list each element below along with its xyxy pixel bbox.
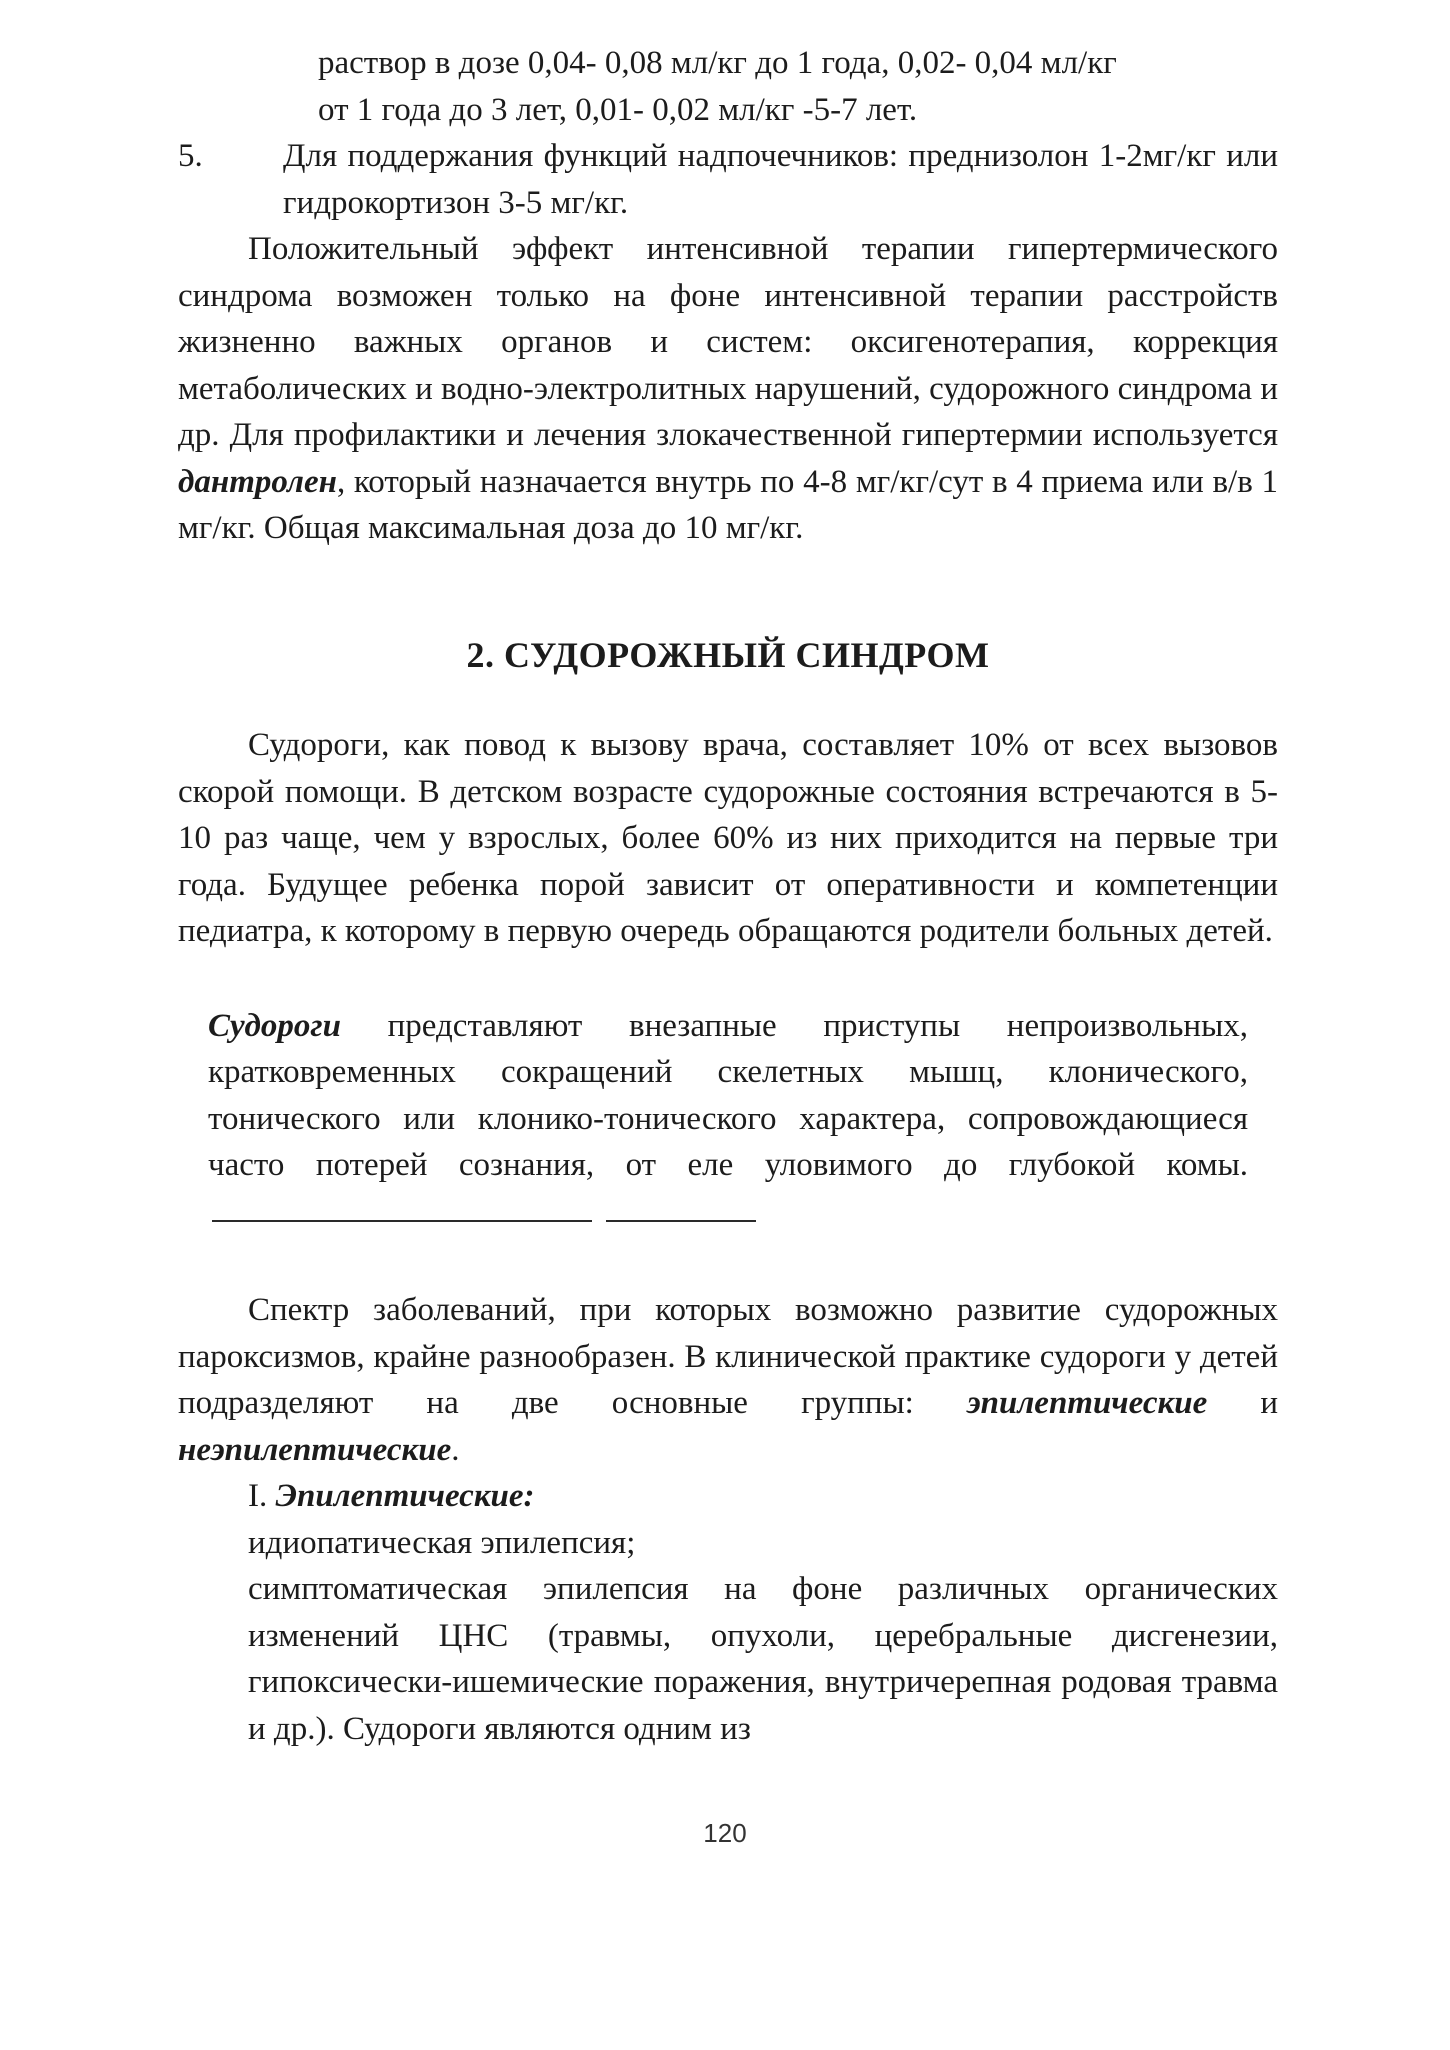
section-heading: 2. СУДОРОЖНЫЙ СИНДРОМ — [466, 634, 990, 675]
continuation-line-1: раствор в дозе 0,04- 0,08 мл/кг до 1 года, 0,02- 0,04 мл/кг — [318, 45, 1117, 81]
paragraph-spectrum — [178, 1287, 1278, 1473]
definition-body: представляют внезапные приступы непроизвольных, кратковременных сокращений скелетных мышц, клонического, тонического или клонико-тонического характера, сопровождающиеся часто потерей сознания, от еле уловимого до глубокой комы. — [208, 1007, 1248, 1183]
underline-rule — [606, 1219, 756, 1222]
group-non-epileptic: неэпилептические — [178, 1431, 452, 1468]
list-item: идиопатическая эпилепсия; — [248, 1524, 636, 1561]
paragraph-text: Спектр заболеваний, при которых возможно развитие судорожных пароксизмов, крайне разнообразен. В клинической практике судороги у детей подразделяют на две основные группы: — [178, 1292, 1278, 1421]
list-item-text: Для поддержания функций надпочечников: преднизолон 1-2мг/кг или гидрокортизон 3-5 мг/кг. — [283, 138, 1278, 221]
paragraph-text: , который назначается внутрь по 4-8 мг/кг/сут в 4 приема или в/в 1 мг/кг. Общая максимальная доза до 10 мг/кг. — [178, 463, 1278, 546]
paragraph-end: . — [451, 1431, 460, 1468]
underline-rule — [212, 1219, 592, 1222]
page-number: 120 — [703, 1818, 747, 1848]
paragraph-therapy — [178, 226, 1278, 552]
paragraph-text: Положительный эффект интенсивной терапии гипертермического синдрома возможен только на фоне интенсивной терапии расстройств жизненно важных органов и систем: оксигенотерапия, коррекция метаболических и водно-электролитных нарушений, судорожного синдрома и др. Для профилактики и лечения злокачественной гипертермии используется — [178, 231, 1278, 453]
group-epileptic: эпилептические — [966, 1385, 1208, 1421]
list-heading-number: I. — [248, 1478, 276, 1514]
list-item-5 — [178, 133, 1278, 226]
definition-block — [208, 1003, 1248, 1236]
page-body — [178, 40, 1278, 1752]
list-heading-text: Эпилептические: — [275, 1478, 535, 1514]
definition-text — [208, 1003, 1248, 1236]
continuation-line-2: от 1 года до 3 лет, 0,01- 0,02 мл/кг -5-7 лет. — [318, 91, 918, 128]
list-item-number: 5. — [178, 138, 203, 174]
paragraph-intro: Судороги, как повод к вызову врача, составляет 10% от всех вызовов скорой помощи. В детском возрасте судорожные состояния встречаются в 5-10 раз чаще, чем у взрослых, более 60% из них приходится на первые три года. Будущее ребенка порой зависит от оперативности и компетенции педиатра, к которому в первую очередь обращаются родители больных детей. — [178, 727, 1278, 949]
list-heading — [178, 1473, 1278, 1520]
definition-term: Судороги — [208, 1007, 341, 1044]
list-item: симптоматическая эпилепсия на фоне различных органических изменений ЦНС (травмы, опухоли, церебральные дисгенезии, гипоксически-ишемические поражения, внутричерепная родовая травма и др.). Судороги являются одним из — [248, 1571, 1278, 1747]
conjunction: и — [1207, 1385, 1278, 1421]
drug-name: дантролен — [178, 463, 337, 500]
